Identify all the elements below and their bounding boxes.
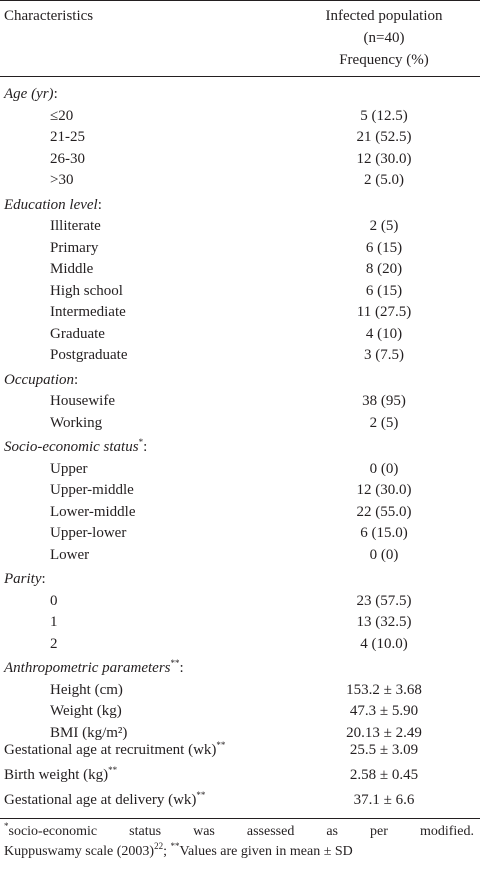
- row-value: 20.13 ± 2.49: [346, 724, 422, 741]
- row-label: BMI (kg/m²): [50, 724, 128, 741]
- row-label-text: Gestational age at recruitment (wk): [4, 742, 217, 758]
- table-row: [0, 324, 480, 345]
- row-label: Upper: [50, 460, 88, 477]
- row-label: [4, 790, 205, 811]
- table-row: [0, 391, 480, 412]
- section-heading: [0, 658, 480, 679]
- row-value: 22 (55.0): [356, 503, 412, 520]
- section-heading-label: [4, 569, 46, 590]
- row-label: ≤20: [50, 107, 74, 124]
- table-footnote: [4, 822, 474, 862]
- table-row-summary: [0, 790, 480, 811]
- table-row: [0, 238, 480, 259]
- footnote-line-2: [4, 842, 474, 862]
- header-sample-size: (n=40): [363, 30, 405, 46]
- row-label: Middle: [50, 261, 94, 277]
- section-colon: :: [53, 86, 58, 102]
- section-heading: [0, 84, 480, 105]
- table-row: [0, 701, 480, 722]
- table-row: [0, 413, 480, 434]
- table-row: [0, 302, 480, 323]
- row-label: [4, 740, 225, 761]
- row-label: Housewife: [50, 393, 115, 409]
- row-label: Upper-middle: [50, 482, 134, 498]
- section-title: Socio-economic status: [4, 439, 139, 455]
- row-label-text: Birth weight (kg): [4, 767, 109, 783]
- row-value: 13 (32.5): [356, 614, 412, 630]
- row-value: 0 (0): [369, 546, 399, 563]
- row-value: 47.3 ± 5.90: [349, 703, 419, 719]
- header-infected-population: Infected population: [325, 8, 443, 24]
- header-frequency: Frequency (%): [339, 52, 429, 68]
- header-characteristics: Characteristics: [4, 8, 94, 24]
- section-heading-label: [4, 195, 102, 216]
- table-top-rule: [0, 0, 480, 1]
- table-row: [0, 680, 480, 701]
- row-label: Lower: [50, 546, 90, 563]
- row-footnote-marker: **: [108, 765, 118, 775]
- section-title: Occupation: [4, 371, 74, 388]
- footnote-asterisk: *: [4, 821, 9, 831]
- row-label: Postgraduate: [50, 347, 128, 363]
- row-label: >30: [50, 172, 74, 188]
- table-bottom-rule: [0, 818, 480, 819]
- row-value: 6 (15): [365, 282, 403, 299]
- table-row: [0, 480, 480, 501]
- row-value: 0 (0): [369, 460, 399, 477]
- table-row: [0, 216, 480, 237]
- table-row: [0, 612, 480, 633]
- row-value: 25.5 ± 3.09: [349, 742, 419, 758]
- row-label: [4, 765, 117, 786]
- row-label: Illiterate: [50, 218, 101, 234]
- row-value: 11 (27.5): [356, 304, 412, 320]
- section-colon: :: [73, 371, 79, 388]
- footnote-reference: 22: [154, 841, 164, 851]
- row-value: 21 (52.5): [356, 129, 412, 145]
- section-title: Age (yr): [4, 86, 54, 102]
- row-value: 5 (12.5): [360, 107, 408, 124]
- row-value: 2 (5): [369, 218, 399, 234]
- row-label: Graduate: [50, 325, 105, 342]
- table-row: [0, 259, 480, 280]
- row-value: 2 (5.0): [364, 172, 404, 188]
- footnote-line-1: [4, 822, 474, 842]
- row-value: 12 (30.0): [356, 150, 412, 167]
- row-value: 38 (95): [362, 393, 406, 409]
- table-row: [0, 106, 480, 127]
- row-label: Primary: [50, 239, 99, 256]
- footnote-mean-sd: Values are given in mean ± SD: [179, 844, 353, 859]
- section-heading-label: [4, 84, 58, 105]
- section-title: Education level: [4, 196, 98, 213]
- table-row: [0, 127, 480, 148]
- row-label: Working: [50, 414, 103, 431]
- row-value: 153.2 ± 3.68: [346, 681, 422, 698]
- table-row: [0, 170, 480, 191]
- row-label: Intermediate: [50, 304, 126, 320]
- table-row: [0, 459, 480, 480]
- row-label: Weight (kg): [50, 703, 122, 719]
- section-colon: :: [179, 660, 184, 676]
- table-row: [0, 545, 480, 566]
- table-row: [0, 523, 480, 544]
- row-value: 2 (5): [369, 414, 399, 431]
- row-value: 8 (20): [365, 261, 403, 277]
- row-label: 2: [50, 635, 58, 652]
- section-heading-label: [4, 658, 184, 679]
- table-row-summary: [0, 765, 480, 786]
- section-title: Anthropometric parameters: [4, 660, 171, 676]
- row-value: 37.1 ± 6.6: [353, 792, 415, 808]
- header-rule: [0, 76, 480, 77]
- table-row: [0, 591, 480, 612]
- row-footnote-marker: **: [196, 790, 206, 800]
- row-value: 6 (15): [365, 239, 403, 256]
- row-label: 26-30: [50, 150, 85, 167]
- section-heading-label: [4, 437, 147, 458]
- section-footnote-marker: **: [170, 658, 180, 668]
- section-colon: :: [143, 439, 148, 455]
- table-row-summary: [0, 740, 480, 761]
- row-value: 23 (57.5): [356, 592, 412, 609]
- row-label: 21-25: [50, 129, 85, 145]
- row-footnote-marker: **: [216, 740, 226, 750]
- row-value: 4 (10): [365, 325, 403, 342]
- table-row: [0, 281, 480, 302]
- row-label: 0: [50, 592, 58, 609]
- row-label: High school: [50, 282, 123, 299]
- section-colon: :: [41, 571, 46, 587]
- row-value: 3 (7.5): [364, 347, 404, 363]
- section-heading: [0, 370, 480, 391]
- row-value: 6 (15.0): [360, 525, 408, 541]
- row-label: Height (cm): [50, 681, 123, 698]
- row-label-text: Gestational age at delivery (wk): [4, 792, 197, 808]
- footnote-separator: ;: [163, 844, 171, 859]
- row-label: Upper-lower: [50, 525, 127, 541]
- footnote-kuppuswamy: Kuppuswamy scale (2003): [4, 844, 155, 859]
- row-label: Lower-middle: [50, 503, 136, 520]
- section-heading-label: [4, 370, 78, 391]
- table-row: [0, 345, 480, 366]
- section-heading: [0, 195, 480, 216]
- row-value: 2.58 ± 0.45: [349, 767, 419, 783]
- table-row: [0, 502, 480, 523]
- section-heading: [0, 569, 480, 590]
- row-value: 4 (10.0): [360, 635, 408, 652]
- section-colon: :: [97, 196, 102, 213]
- footnote-double-asterisk: **: [170, 841, 180, 851]
- row-value: 12 (30.0): [356, 482, 412, 498]
- section-heading: [0, 437, 480, 458]
- section-title: Parity: [4, 571, 42, 587]
- row-label: 1: [50, 614, 58, 630]
- footnote-text-1: socio-economic status was assessed as per modified.: [8, 824, 474, 839]
- table-row: [0, 149, 480, 170]
- section-footnote-marker: *: [138, 437, 144, 447]
- table-row: [0, 634, 480, 655]
